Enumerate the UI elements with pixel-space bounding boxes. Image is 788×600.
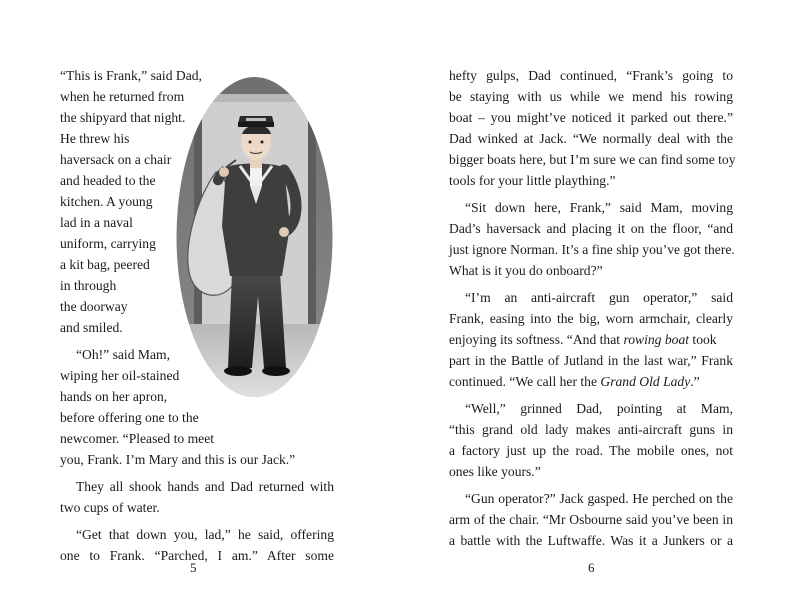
text-line: part in the Battle of Jutland in the last war,” Frank bbox=[449, 353, 733, 368]
text-line: hefty gulps, Dad continued, “Frank’s going to bbox=[449, 68, 733, 83]
text-line: uniform, carrying bbox=[60, 236, 156, 251]
page-number: 5 bbox=[190, 560, 197, 575]
text-line: you, Frank. I’m Mary and this is our Jack.” bbox=[60, 452, 296, 467]
text-line: arm of the chair. “Mr Osbourne said you’ve been in bbox=[449, 512, 733, 527]
text-line: continued. “We call her the Grand Old Lady.” bbox=[449, 374, 700, 389]
right-page bbox=[394, 0, 788, 600]
text-line: They all shook hands and Dad returned with bbox=[76, 479, 334, 494]
text-line: “I’m an anti-aircraft gun operator,” said bbox=[465, 290, 733, 305]
text-line: hands on her apron, bbox=[60, 389, 168, 404]
text-line: “Sit down here, Frank,” said Mam, moving bbox=[465, 200, 733, 215]
sailor-illustration bbox=[176, 76, 333, 398]
text-line: Dad winked at Jack. “We normally deal with the bbox=[449, 131, 733, 146]
text-line: haversack on a chair bbox=[60, 152, 172, 167]
text-line: just ignore Norman. It’s a fine ship you’ve got there. bbox=[449, 242, 735, 257]
text-line: wiping her oil-stained bbox=[60, 368, 180, 383]
text-line: enjoying its softness. “And that rowing boat took bbox=[449, 332, 717, 347]
text-line: tools for your little plaything.” bbox=[449, 173, 616, 188]
text-line: Frank, easing into the big, worn armchair, clearly bbox=[449, 311, 733, 326]
text-line: kitchen. A young bbox=[60, 194, 153, 209]
text-line: and smiled. bbox=[60, 320, 123, 335]
text-line: one to Frank. “Parched, I am.” After some bbox=[60, 548, 334, 563]
text-line: ones like yours.” bbox=[449, 464, 541, 479]
text-line: “Oh!” said Mam, bbox=[76, 347, 170, 362]
text-line: boat – you might’ve noticed it parked out there.” bbox=[449, 110, 733, 125]
text-line: Dad’s haversack and placing it on the floor, “and bbox=[449, 221, 733, 236]
text-line: a kit bag, peered bbox=[60, 257, 150, 272]
text-line: the doorway bbox=[60, 299, 128, 314]
text-line: the shipyard that night. bbox=[60, 110, 186, 125]
text-line: and headed to the bbox=[60, 173, 156, 188]
text-line: “Gun operator?” Jack gasped. He perched on the bbox=[465, 491, 733, 506]
text-line: He threw his bbox=[60, 131, 130, 146]
text-line: newcomer. “Pleased to meet bbox=[60, 431, 215, 446]
text-line: be staying with us while we mend his rowing bbox=[449, 89, 733, 104]
text-line: two cups of water. bbox=[60, 500, 160, 515]
text-line: a battle with the Luftwaffe. Was it a Junkers or a bbox=[449, 533, 733, 548]
text-line: lad in a naval bbox=[60, 215, 133, 230]
page-number: 6 bbox=[588, 560, 595, 575]
text-line: What is it you do onboard?” bbox=[449, 263, 603, 278]
text-line: when he returned from bbox=[60, 89, 185, 104]
text-line: “Well,” grinned Dad, pointing at Mam, bbox=[465, 401, 733, 416]
text-line: “This is Frank,” said Dad, bbox=[60, 68, 202, 83]
text-line: a factory just up the road. The mobile ones, not bbox=[449, 443, 733, 458]
text-line: “this grand old lady makes anti-aircraft guns in bbox=[449, 422, 733, 437]
text-line: bigger boats here, but I’m sure we can find some toy bbox=[449, 152, 736, 167]
text-line: before offering one to the bbox=[60, 410, 199, 425]
text-line: “Get that down you, lad,” he said, offering bbox=[76, 527, 334, 542]
text-line: in through bbox=[60, 278, 117, 293]
